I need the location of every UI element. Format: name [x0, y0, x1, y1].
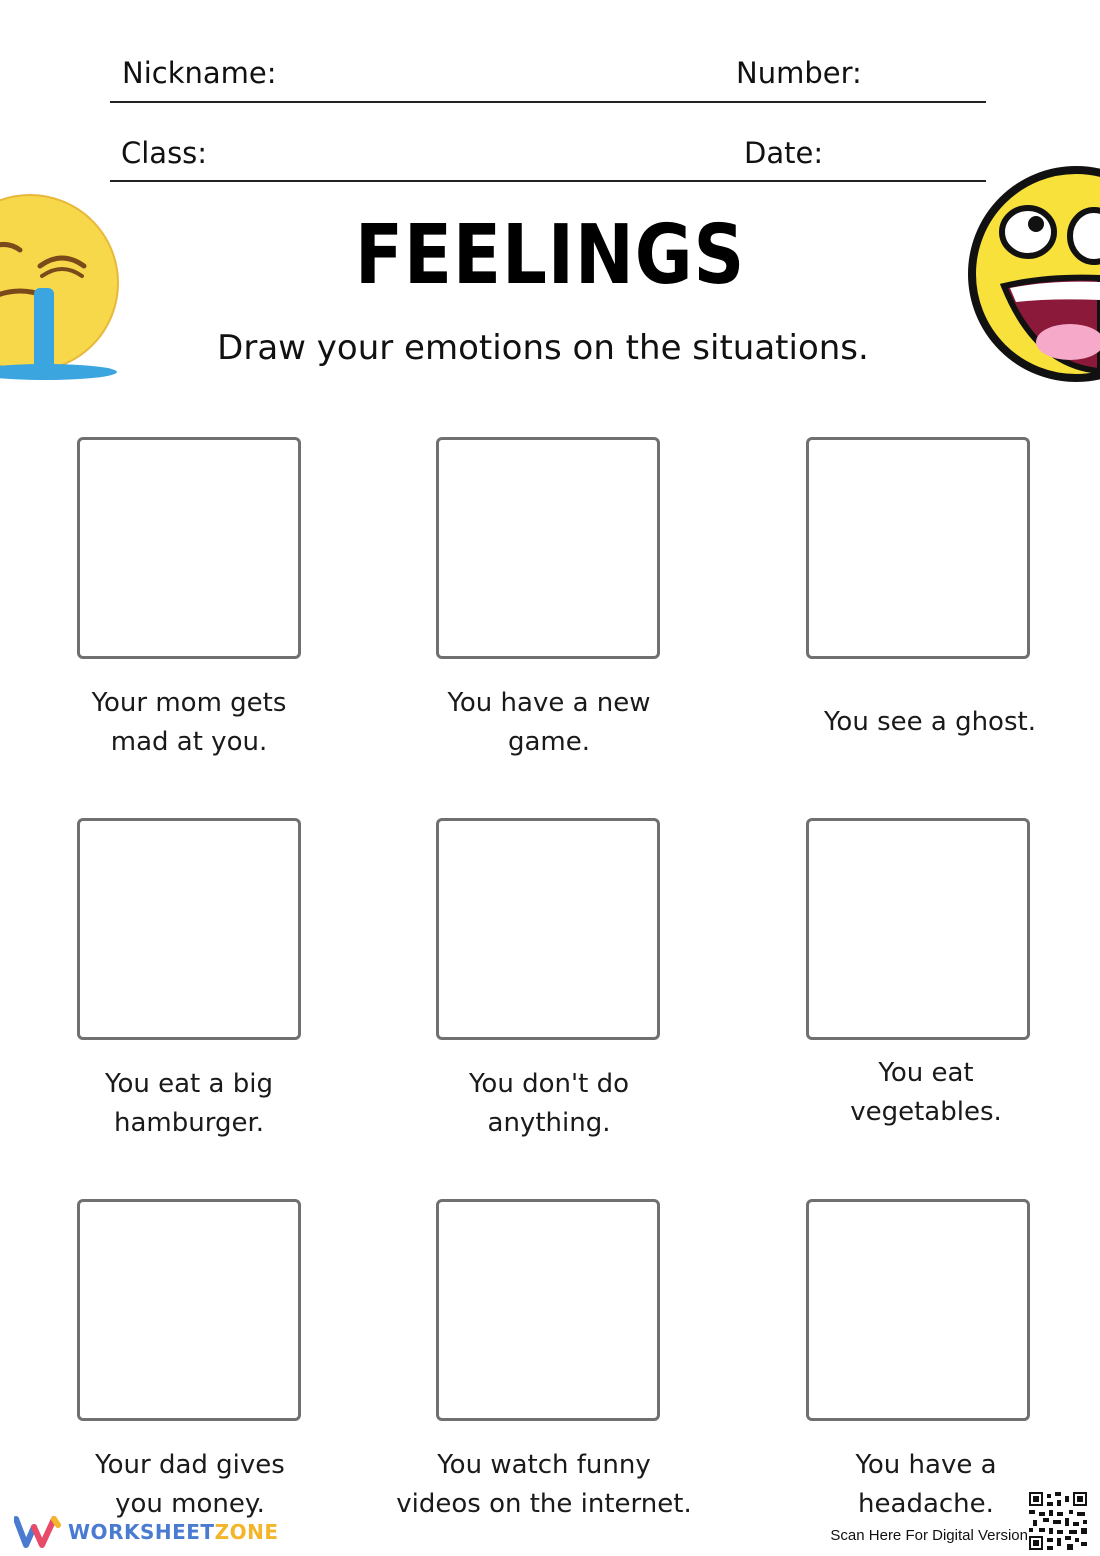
situation-caption [39, 1065, 339, 1143]
drawing-box[interactable] [806, 437, 1030, 659]
brand-w-icon [14, 1515, 62, 1549]
caption-line: you money. [115, 1489, 265, 1519]
caption-line: hamburger. [113, 1108, 265, 1138]
drawing-box[interactable] [806, 1199, 1030, 1421]
drawing-box[interactable] [436, 437, 660, 659]
caption-line: Your mom gets [91, 688, 287, 718]
class-date-line [110, 180, 986, 182]
qr-code-icon[interactable] [1029, 1492, 1087, 1550]
page-title: FEELINGS [354, 208, 746, 303]
scan-text: Scan Here For Digital Version [830, 1527, 1028, 1544]
situation-caption [369, 1446, 719, 1524]
situation-caption [780, 703, 1080, 742]
situation-caption [399, 1065, 699, 1143]
situation-caption [39, 684, 339, 762]
caption-line: game. [507, 727, 591, 757]
caption-line: You eat [878, 1058, 974, 1088]
drawing-box[interactable] [77, 437, 301, 659]
caption-line: You have a new [447, 688, 651, 718]
brand-name-part1: WORKSHEET [68, 1520, 215, 1544]
class-label: Class: [121, 136, 208, 170]
caption-line: You don't do [469, 1069, 629, 1099]
situation-caption [776, 1054, 1076, 1132]
nickname-label: Nickname: [122, 56, 277, 90]
drawing-box[interactable] [77, 1199, 301, 1421]
date-label: Date: [744, 136, 824, 170]
caption-line: videos on the internet. [396, 1489, 692, 1519]
brand-name-part2: ZONE [214, 1520, 279, 1544]
caption-line: headache. [858, 1489, 994, 1519]
caption-line: You eat a big [105, 1069, 273, 1099]
number-label: Number: [736, 56, 862, 90]
caption-line: Your dad gives [95, 1450, 285, 1480]
caption-line: You have a [855, 1450, 997, 1480]
drawing-box[interactable] [436, 818, 660, 1040]
caption-line: vegetables. [850, 1097, 1002, 1127]
drawing-box[interactable] [806, 818, 1030, 1040]
nickname-number-line [110, 101, 986, 103]
situation-caption [399, 684, 699, 762]
drawing-box[interactable] [436, 1199, 660, 1421]
caption-line: You watch funny [437, 1450, 651, 1480]
caption-line: You see a ghost. [824, 707, 1036, 737]
caption-line: mad at you. [110, 727, 268, 757]
brand-logo[interactable] [14, 1512, 278, 1552]
caption-line: anything. [487, 1108, 611, 1138]
drawing-box[interactable] [77, 818, 301, 1040]
instruction-text: Draw your emotions on the situations. [217, 328, 869, 368]
